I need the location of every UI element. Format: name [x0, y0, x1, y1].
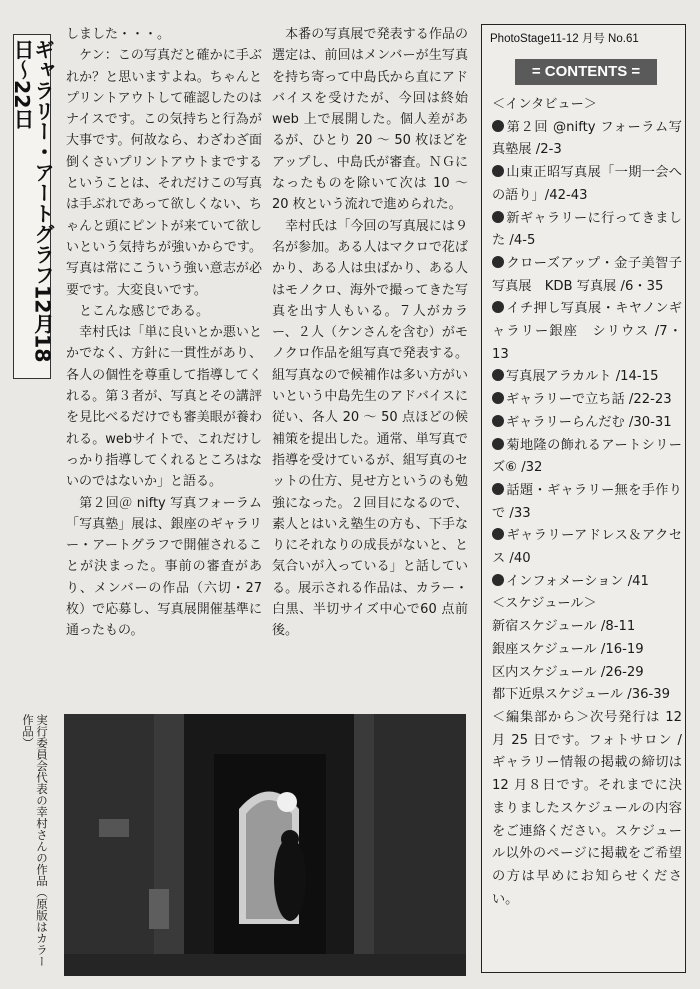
contents-item: [492, 707, 682, 911]
photo-image: [64, 714, 466, 976]
bullet-icon: [492, 165, 504, 177]
contents-item-text: クローズアップ・金子美智子写真展 KDB 写真展 /6・35: [492, 255, 682, 294]
paragraph: 幸村氏は「今回の写真展には９名が参加。ある人はマクロで花ばかり、ある人は虫ばかり、ある人はモノクロ、海外で撮ってきた写真を出す人もいる。７人がカラー、２人（ケンさんを含む）がモノクロ作品を組写真で発表する。組写真なので候補作は多い方がいいという中島先生のアドバイスに従い、各人 20 〜 50 点ほどの候補策を提出した。通常、単写真で指導を受けているが、組写真のセットの仕方、見せ方というのも勉強になった。２回目になるので、素人とはいえ塾生の方も、下手なりにそれなりの成長がないと、と気合いが入っている」と話している。展示される作品は、カラー・白黒、半切サイズ中心で60 点前後。: [272, 218, 468, 639]
contents-item: [492, 571, 682, 594]
gallery-photo: [64, 714, 466, 976]
contents-item: [492, 94, 682, 117]
contents-item: [492, 480, 682, 525]
contents-item: [492, 616, 682, 639]
issue-label: PhotoStage11-12 月号 No.61: [490, 33, 639, 45]
contents-item-text: 区内スケジュール /26-29: [492, 664, 644, 680]
paragraph: 本番の写真展で発表する作品の選定は、前回はメンバーが生写真を持ち寄って中島氏から直にアドバイスを受けたが、今回は終始 web 上で展開した。個人差があるが、ひとり 20 〜 50 枚ほどをアップし、中島氏が審査。ＮＧになったものを除いて次は 10 〜 20 枚という流れで進められた。: [272, 27, 468, 213]
bullet-icon: [492, 438, 504, 450]
contents-item-text: ギャラリーらんだむ /30-31: [506, 414, 672, 430]
contents-item-text: ギャラリーアドレス＆アクセス /40: [492, 528, 682, 567]
contents-item-text: イチ押し写真展・キヤノンギャラリー銀座 シリウス /7・13: [492, 301, 682, 362]
contents-item-text: 菊地隆の飾れるアートシリーズ⑥ /32: [492, 437, 682, 476]
contents-item: [492, 366, 682, 389]
contents-item-text: 都下近県スケジュール /36-39: [492, 687, 671, 703]
bullet-icon: [492, 369, 504, 381]
bullet-icon: [492, 120, 504, 132]
bullet-icon: [492, 256, 504, 268]
contents-item: [492, 639, 682, 662]
contents-item: [492, 389, 682, 412]
contents-item-text: 第２回 @nifty フォーラム写真塾展 /2-3: [492, 119, 682, 158]
photo-caption: 実行委員会代表の幸村さんの作品（原版はカラー作品）: [21, 714, 49, 967]
bullet-icon: [492, 528, 504, 540]
contents-item: [492, 162, 682, 207]
bullet-icon: [492, 574, 504, 586]
contents-item: [492, 662, 682, 685]
contents-item: [492, 412, 682, 435]
contents-item-text: 写真展アラカルト /14-15: [506, 369, 659, 385]
contents-item-text: ギャラリーで立ち話 /22-23: [506, 392, 672, 408]
article-column-1: [66, 24, 262, 642]
contents-item-text: インフォメーション /41: [506, 573, 649, 589]
contents-item: [492, 593, 682, 616]
gallery-title: ギャラリー・アートグラフ12月18日〜22日: [10, 39, 55, 363]
article-column-2: [272, 24, 468, 642]
bullet-icon: [492, 211, 504, 223]
bullet-icon: [492, 301, 504, 313]
contents-item-text: ＜インタビュー＞: [492, 97, 597, 112]
contents-item: [492, 684, 682, 707]
contents-item: [492, 298, 682, 366]
contents-banner: = CONTENTS =: [515, 59, 657, 85]
contents-item-text: 新ギャラリーに行ってきました /4-5: [492, 210, 682, 249]
contents-item-text: 新宿スケジュール /8-11: [492, 619, 636, 635]
contents-item: [492, 117, 682, 162]
paragraph: しました・・・。: [66, 27, 171, 42]
contents-item-text: ＜編集部から＞次号発行は 12 月 25 日です。フォトサロン / ギャラリー情報の掲載の締切は 12 月８日です。それまでに決まりましたスケジュールの内容をご連絡ください。スケジュール以外のページに掲載をご希望の方は早めにお知らせください。: [492, 709, 682, 907]
paragraph: 第２回＠ nifty 写真フォーラム「写真塾」展は、銀座のギャラリー・アートグラフで開催されることが決まった。事前の審査があり、メンバーの作品（六切・27 枚）で応募し、写真展開催基準に通ったもの。: [66, 495, 262, 639]
paragraph: 幸村氏は「単に良いとか悪いとかでなく、方針に一貫性があり、各人の個性を尊重して指導してくれる。第３者が、写真とその講評を見比べるだけでも審美眼が養われる。webサイトで、これだけしっかり指導してくれるところはないのではないか」と語る。: [66, 325, 262, 490]
contents-sidebar: [481, 24, 686, 973]
contents-item-text: 山東正昭写真展「一期一会への語り」/42-43: [492, 165, 682, 203]
contents-item-text: 話題・ギャラリー無を手作りで /33: [492, 482, 682, 521]
paragraph: ケン：この写真だと確かに手ぶれか？と思いますよね。ちゃんとプリントアウトして確認したのはナイスです。この気持ちと行為が大事です。何故なら、わざわざ面倒くさいプリントアウトまでするということは、それだけこの写真は手ぶれであって欲しくない、ちゃんと頭にピントが来ていて欲しいという気持ちが強いからです。写真は常にこういう強い意志が必要です。大変良いです。: [66, 48, 262, 298]
paragraph: とこんな感じである。: [66, 303, 210, 319]
contents-item-text: ＜スケジュール＞: [492, 596, 597, 612]
gallery-title-box: [10, 34, 55, 379]
contents-item: [492, 208, 682, 253]
contents-item-text: 銀座スケジュール /16-19: [492, 641, 644, 657]
bullet-icon: [492, 392, 504, 404]
contents-item: [492, 525, 682, 570]
contents-item: [492, 435, 682, 480]
contents-item: [492, 253, 682, 298]
contents-list: [492, 94, 682, 911]
bullet-icon: [492, 483, 504, 495]
bullet-icon: [492, 415, 504, 427]
